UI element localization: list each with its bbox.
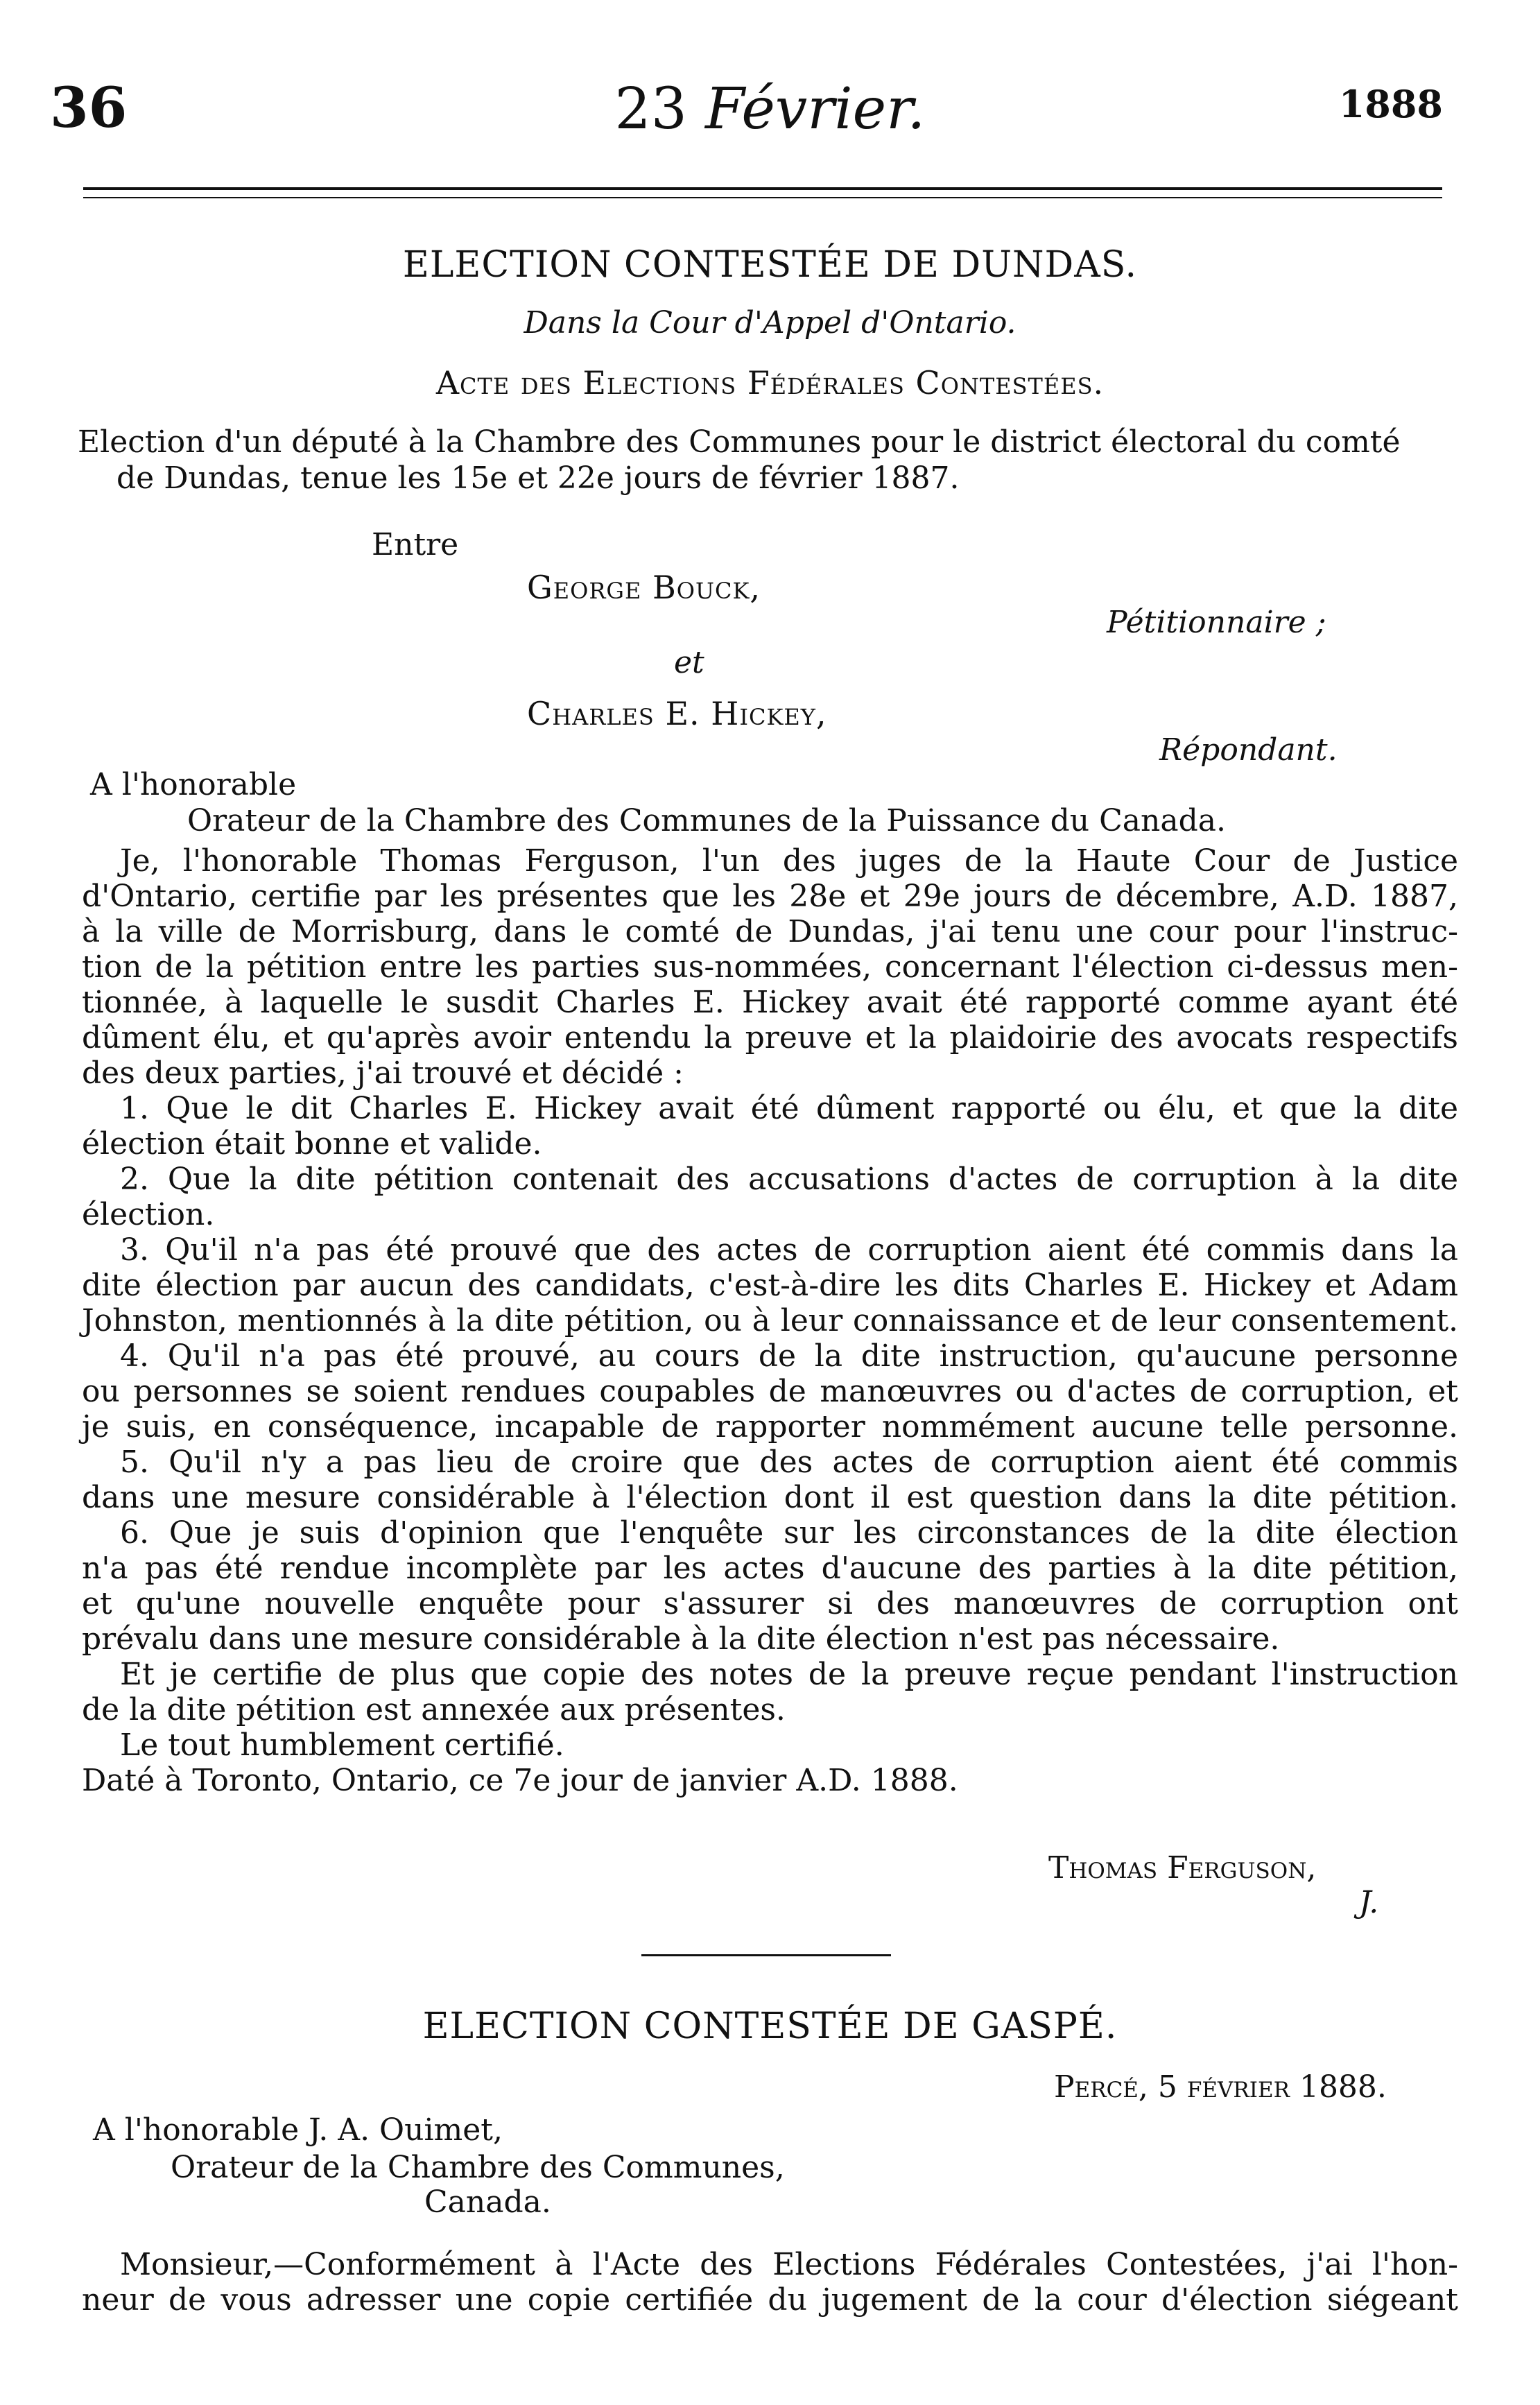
petitioner-name: George Bouck, <box>527 569 761 606</box>
body-line: Johnston, mentionnés à la dite pétition, ou à leur connaissance et de leur consentement. <box>82 1303 1458 1338</box>
addressee-line1: A l'honorable <box>90 767 297 802</box>
signature-name: Thomas Ferguson, <box>1048 1850 1317 1886</box>
respondent-name: Charles E. Hickey, <box>527 695 827 732</box>
date-month: Février. <box>704 76 926 142</box>
section1-description-line1: Election d'un député à la Chambre des Communes pour le district électoral du comté <box>78 424 1401 460</box>
body-line: Daté à Toronto, Ontario, ce 7e jour de janvier A.D. 1888. <box>82 1763 958 1798</box>
body-line: Monsieur,—Conformément à l'Acte des Elections Fédérales Contestées, j'ai l'hon- <box>120 2247 1458 2282</box>
header-rule-bottom <box>83 197 1442 198</box>
body-line: élection. <box>82 1197 215 1232</box>
body-line: Je, l'honorable Thomas Ferguson, l'un des juges de la Haute Cour de Justice <box>120 843 1458 879</box>
addressee-line2: Orateur de la Chambre des Communes de la Puissance du Canada. <box>187 803 1226 838</box>
body-line: 5. Qu'il n'y a pas lieu de croire que des actes de corruption aient été commis <box>120 1445 1458 1480</box>
body-line: prévalu dans une mesure considérable à la dite élection n'est pas nécessaire. <box>82 1621 1280 1657</box>
section2-title: ELECTION CONTESTÉE DE GASPÉ. <box>422 2006 1118 2047</box>
section-divider <box>641 1954 891 1956</box>
section1-description-line2: de Dundas, tenue les 15e et 22e jours de février 1887. <box>116 460 960 496</box>
section2-addressee-line2: Orateur de la Chambre des Communes, <box>171 2150 785 2185</box>
section1-court: Dans la Cour d'Appel d'Ontario. <box>524 305 1016 341</box>
section2-body <box>82 2247 1458 2318</box>
body-line: 1. Que le dit Charles E. Hickey avait été dûment rapporté ou élu, et que la dite <box>120 1091 1458 1126</box>
date-day: 23 <box>614 76 687 142</box>
certificate-body <box>82 843 1458 1798</box>
body-line: et qu'une nouvelle enquête pour s'assurer si des manœuvres de corruption ont <box>82 1586 1458 1621</box>
body-line: à la ville de Morrisburg, dans le comté de Dundas, j'ai tenu une cour pour l'instruc- <box>82 914 1458 949</box>
petitioner-role: Pétitionnaire ; <box>1107 605 1326 640</box>
body-line: 3. Qu'il n'a pas été prouvé que des actes de corruption aient été commis dans la <box>120 1232 1458 1268</box>
body-line: des deux parties, j'ai trouvé et décidé : <box>82 1055 684 1091</box>
body-line: d'Ontario, certifie par les présentes que les 28e et 29e jours de décembre, A.D. 1887, <box>82 879 1458 914</box>
body-line: je suis, en conséquence, incapable de rapporter nommément aucune telle personne. <box>82 1409 1458 1445</box>
et-label: et <box>674 645 704 680</box>
body-line: 4. Qu'il n'a pas été prouvé, au cours de la dite instruction, qu'aucune personne <box>120 1338 1458 1374</box>
body-line: de la dite pétition est annexée aux présentes. <box>82 1692 786 1727</box>
body-line: dûment élu, et qu'après avoir entendu la preuve et la plaidoirie des avocats respectifs <box>82 1020 1458 1055</box>
section1-act: Acte des Elections Fédérales Contestées. <box>435 364 1105 402</box>
body-line: Et je certifie de plus que copie des notes de la preuve reçue pendant l'instruction <box>120 1657 1458 1692</box>
page-number: 36 <box>50 75 128 140</box>
body-line: élection était bonne et valide. <box>82 1126 542 1162</box>
body-line: Le tout humblement certifié. <box>120 1727 564 1763</box>
section2-addressee-line1: A l'honorable J. A. Ouimet, <box>93 2112 503 2148</box>
year: 1888 <box>1338 82 1443 126</box>
header-rule-top <box>83 187 1442 190</box>
signature-title: J. <box>1359 1885 1379 1920</box>
between-label: Entre <box>372 527 459 562</box>
running-head-date <box>0 76 1540 142</box>
section1-title: ELECTION CONTESTÉE DE DUNDAS. <box>402 244 1138 286</box>
body-line: dans une mesure considérable à l'élection dont il est question dans la dite pétition. <box>82 1480 1458 1515</box>
body-line: 2. Que la dite pétition contenait des accusations d'actes de corruption à la dite <box>120 1162 1458 1197</box>
body-line: ou personnes se soient rendues coupables de manœuvres ou d'actes de corruption, et <box>82 1374 1458 1409</box>
respondent-role: Répondant. <box>1159 732 1338 768</box>
body-line: neur de vous adresser une copie certifiée du jugement de la cour d'élection siégeant <box>82 2282 1458 2318</box>
body-line: tionnée, à laquelle le susdit Charles E. Hickey avait été rapporté comme ayant été <box>82 985 1458 1020</box>
body-line: 6. Que je suis d'opinion que l'enquête sur les circonstances de la dite élection <box>120 1515 1458 1551</box>
body-line: tion de la pétition entre les parties sus-nommées, concernant l'élection ci-dessus men- <box>82 949 1458 985</box>
section2-place-date: Percé, 5 février 1888. <box>1054 2069 1387 2105</box>
body-line: n'a pas été rendue incomplète par les actes d'aucune des parties à la dite pétition, <box>82 1551 1458 1586</box>
section2-addressee-line3: Canada. <box>424 2184 551 2220</box>
body-line: dite élection par aucun des candidats, c'est-à-dire les dits Charles E. Hickey et Adam <box>82 1268 1458 1303</box>
